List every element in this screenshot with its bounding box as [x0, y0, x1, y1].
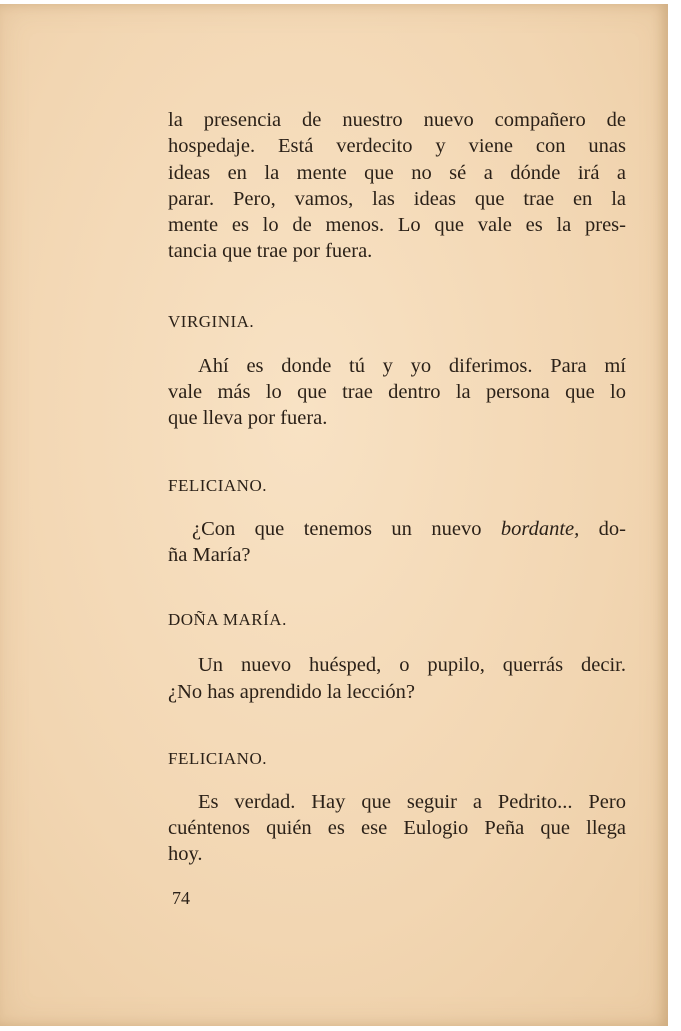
paragraph-feliciano-1 [168, 516, 626, 569]
text-line: hospedaje. Está verdecito y viene con unas [168, 135, 626, 158]
text-line: Un nuevo huésped, o pupilo, querrás decir. [198, 654, 626, 677]
text-line: tancia que trae por fuera. [168, 240, 373, 263]
text-fragment: do- [579, 517, 626, 540]
text-line: que lleva por fuera. [168, 407, 328, 430]
page-number: 74 [172, 888, 190, 908]
text-block [168, 107, 626, 868]
text-line: mente es lo de menos. Lo que vale es la pres- [168, 214, 626, 237]
text-line: Es verdad. Hay que seguir a Pedrito... Pero [198, 790, 626, 813]
text-line: la presencia de nuestro nuevo compañero de [168, 109, 626, 131]
text-line: ña María? [168, 543, 251, 566]
paragraph-dona-maria [168, 652, 626, 705]
paragraph-virginia [168, 353, 626, 432]
text-line: ¿No has aprendido la lección? [168, 680, 416, 703]
text-line: hoy. [168, 843, 203, 866]
text-line: parar. Pero, vamos, las ideas que trae en la [168, 187, 626, 210]
speaker-feliciano: FELICIANO. [168, 748, 267, 768]
text-fragment: ¿Con que tenemos un nuevo [192, 517, 501, 540]
text-line: ideas en la mente que no sé a dónde irá a [168, 161, 626, 184]
italic-word: bordante, [500, 517, 580, 540]
text-line [168, 516, 626, 542]
text-line: cuéntenos quién es ese Eulogio Peña que llega [168, 817, 626, 840]
speaker-feliciano: FELICIANO. [168, 475, 267, 495]
book-page [0, 4, 668, 1026]
paragraph-feliciano-2 [168, 789, 626, 868]
paragraph-intro [168, 107, 626, 265]
text-line: vale más lo que trae dentro la persona que lo [168, 381, 626, 404]
text-line: Ahí es donde tú y yo diferimos. Para mí [198, 354, 626, 377]
speaker-dona-maria: DOÑA MARÍA. [168, 610, 287, 630]
speaker-virginia: VIRGINIA. [168, 311, 255, 331]
